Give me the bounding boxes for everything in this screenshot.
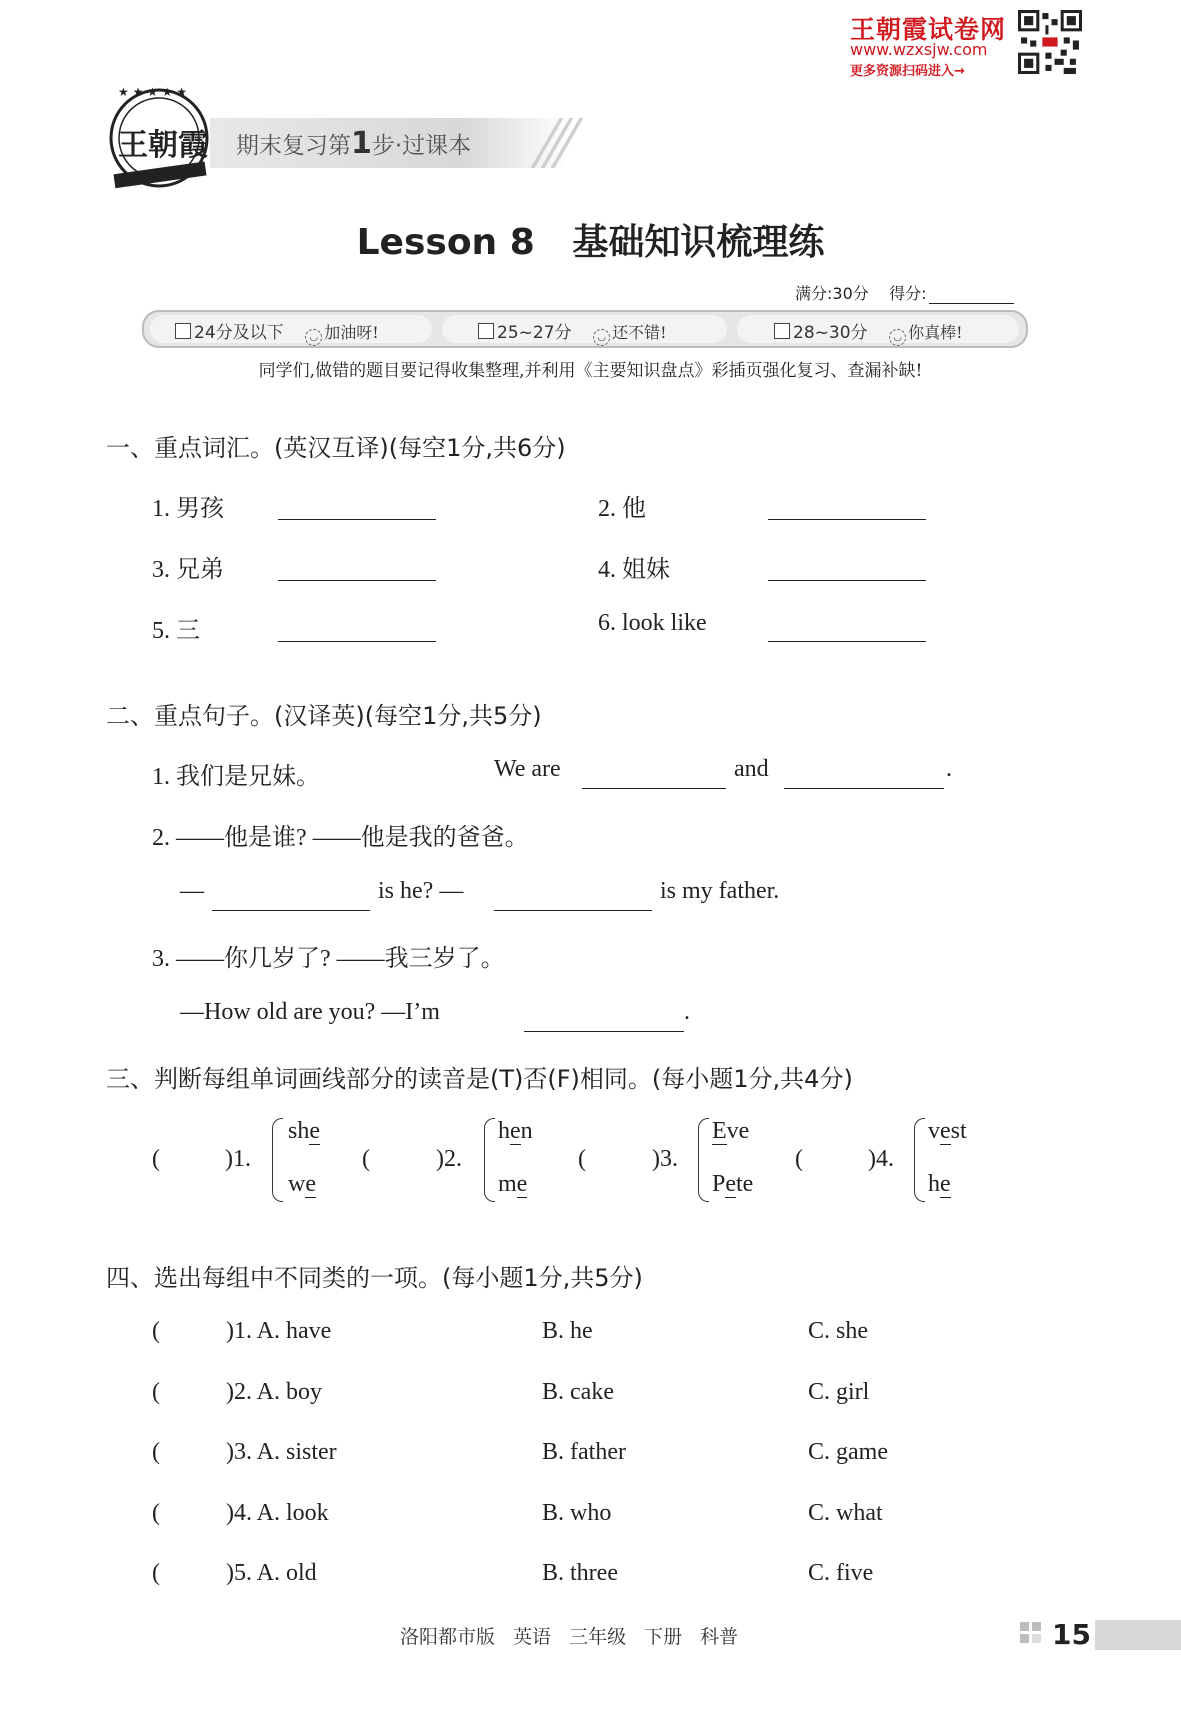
svg-text:★ ★ ★ ★ ★: ★ ★ ★ ★ ★ (118, 86, 188, 99)
word: he (928, 1171, 951, 1197)
full-score: 满分:30分 (795, 284, 869, 303)
answer-blank[interactable] (278, 519, 436, 520)
checkbox-icon[interactable] (478, 323, 494, 339)
brand-name: 王朝霞试卷网 (850, 15, 1007, 44)
section-4-title: 四、选出每组中不同类的一项。(每小题1分,共5分) (106, 1264, 643, 1292)
choice-b: B. three (542, 1560, 618, 1586)
answer-blank[interactable] (582, 788, 726, 789)
vocab-item: 2. 他 (598, 496, 646, 522)
section-2-title: 二、重点句子。(汉译英)(每空1分,共5分) (106, 702, 542, 730)
qr-code-icon (1018, 10, 1082, 74)
answer-paren[interactable]: ( (152, 1439, 160, 1465)
page-deco (1020, 1634, 1029, 1643)
footer-edition: 洛阳都市版 英语 三年级 下册 科普 (400, 1626, 739, 1648)
answer-paren[interactable]: ( (152, 1318, 160, 1344)
sentence-en: and (734, 756, 769, 782)
brace (914, 1118, 925, 1202)
smile-icon: ◡ (593, 329, 610, 346)
answer-blank[interactable] (768, 519, 926, 520)
answer-blank[interactable] (212, 910, 370, 911)
sentence-en: We are (494, 756, 561, 782)
choice-b: B. father (542, 1439, 626, 1465)
answer-blank[interactable] (524, 1031, 684, 1032)
got-score-label: 得分: (889, 284, 927, 303)
answer-paren[interactable]: ( (362, 1146, 370, 1172)
answer-paren[interactable]: ( (795, 1146, 803, 1172)
rating-item: 24分及以下 ◡ 加油呀! (175, 318, 379, 346)
instruction-note: 同学们,做错的题目要记得收集整理,并利用《主要知识盘点》彩插页强化复习、查漏补缺! (258, 361, 923, 381)
choice-c: C. five (808, 1560, 874, 1586)
choice-a: )3. A. sister (226, 1439, 337, 1465)
vocab-item: 1. 男孩 (152, 496, 224, 522)
word: Eve (712, 1118, 750, 1144)
choice-c: C. girl (808, 1379, 870, 1405)
word: we (288, 1171, 316, 1197)
checkbox-icon[interactable] (774, 323, 790, 339)
rating-item: 28~30分 ◡ 你真棒! (774, 318, 963, 346)
word: she (288, 1118, 320, 1144)
page-deco (1020, 1622, 1029, 1631)
question-number: )2. (436, 1146, 462, 1172)
brand-url: www.wzxsjw.com (850, 40, 988, 59)
dash: — (180, 878, 204, 904)
brace (272, 1118, 283, 1202)
vocab-item: 4. 姐妹 (598, 557, 670, 583)
vocab-item: 6. look like (598, 610, 707, 636)
word: hen (498, 1118, 533, 1144)
answer-paren[interactable]: ( (152, 1146, 160, 1172)
page-bar (1095, 1620, 1181, 1650)
answer-blank[interactable] (768, 580, 926, 581)
sentence-en: —How old are you? —I’m (180, 999, 440, 1025)
score-line (795, 281, 1014, 304)
rating-item: 25~27分 ◡ 还不错! (478, 318, 667, 346)
word: vest (928, 1118, 967, 1144)
answer-blank[interactable] (784, 788, 944, 789)
sentence-cn: 2. ——他是谁? ——他是我的爸爸。 (152, 825, 529, 851)
sentence-cn: 1. 我们是兄妹。 (152, 764, 320, 790)
answer-paren[interactable]: ( (578, 1146, 586, 1172)
choice-a: )2. A. boy (226, 1379, 322, 1405)
choice-a: )5. A. old (226, 1560, 317, 1586)
lesson-title: Lesson 8 基础知识梳理练 (356, 222, 825, 263)
answer-paren[interactable]: ( (152, 1500, 160, 1526)
sentence-en: is my father. (660, 878, 780, 904)
brace (484, 1118, 495, 1202)
punctuation: . (684, 999, 690, 1025)
question-number: )4. (868, 1146, 894, 1172)
vocab-item: 5. 三 (152, 618, 200, 644)
brand-logo (104, 86, 224, 196)
page-deco (1032, 1634, 1041, 1643)
section-3-title: 三、判断每组单词画线部分的读音是(T)否(F)相同。(每小题1分,共4分) (106, 1065, 853, 1093)
logo-text: 王朝霞 (118, 128, 208, 163)
choice-a: )4. A. look (226, 1500, 329, 1526)
choice-c: C. game (808, 1439, 888, 1465)
answer-blank[interactable] (494, 910, 652, 911)
banner-text: 期末复习第1步·过课本 (236, 126, 472, 161)
answer-blank[interactable] (278, 641, 436, 642)
answer-blank[interactable] (768, 641, 926, 642)
brace (698, 1118, 709, 1202)
page-number: 15 (1052, 1618, 1091, 1651)
score-blank[interactable] (929, 303, 1014, 304)
sentence-cn: 3. ——你几岁了? ——我三岁了。 (152, 946, 505, 972)
choice-b: B. who (542, 1500, 612, 1526)
answer-paren[interactable]: ( (152, 1379, 160, 1405)
page-deco (1032, 1622, 1041, 1631)
answer-blank[interactable] (278, 580, 436, 581)
vocab-item: 3. 兄弟 (152, 557, 224, 583)
brand-scan-text: 更多资源扫码进入→ (850, 64, 965, 79)
question-number: )3. (652, 1146, 678, 1172)
choice-a: )1. A. have (226, 1318, 332, 1344)
word: Pete (712, 1171, 754, 1197)
smile-icon: ◡ (305, 329, 322, 346)
answer-paren[interactable]: ( (152, 1560, 160, 1586)
choice-b: B. cake (542, 1379, 614, 1405)
sentence-en: is he? — (378, 878, 464, 904)
question-number: )1. (225, 1146, 251, 1172)
choice-c: C. what (808, 1500, 883, 1526)
choice-b: B. he (542, 1318, 593, 1344)
word: me (498, 1171, 528, 1197)
checkbox-icon[interactable] (175, 323, 191, 339)
section-1-title: 一、重点词汇。(英汉互译)(每空1分,共6分) (106, 434, 566, 462)
choice-c: C. she (808, 1318, 868, 1344)
punctuation: . (946, 756, 952, 782)
smile-icon: ◡ (889, 329, 906, 346)
